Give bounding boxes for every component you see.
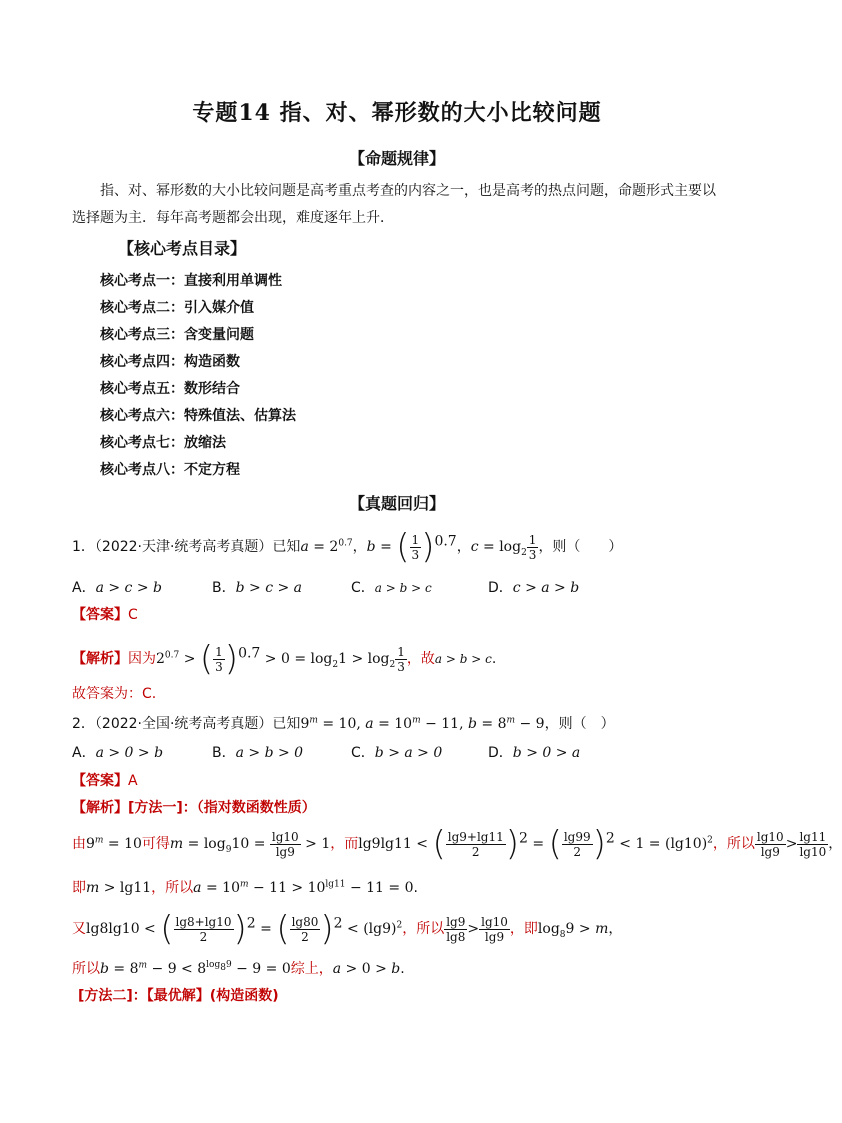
- question-1-option-d[interactable]: D．c > a > b: [488, 580, 580, 596]
- question-2-stem: 2．（2022·全国·统考高考真题）已知$9^m = 10$, $a = 10^m - 11$, $b = 8^m - 9$，则（ ）: [72, 715, 615, 732]
- rule-heading: 【命题规律】: [348, 149, 445, 168]
- toc-item-2: 核心考点二：引入媒介值: [100, 300, 254, 316]
- toc-item-3: 核心考点三：含变量问题: [100, 327, 254, 343]
- question-1-answer: 【答案】C: [72, 607, 138, 623]
- toc-item-7: 核心考点七：放缩法: [100, 435, 226, 451]
- question-1-option-c[interactable]: C．a > b > c: [351, 580, 432, 596]
- toc-item-8: 核心考点八：不定方程: [100, 462, 240, 478]
- question-2-option-d[interactable]: D．b > 0 > a: [488, 745, 581, 761]
- toc-item-1: 核心考点一：直接利用单调性: [100, 273, 282, 289]
- question-2-line-4: 所以$b = 8^m - 9 < 8^{log_89} - 9 = 0$综上，a > 0 > b.: [72, 960, 405, 977]
- question-1-option-b[interactable]: B．b > c > a: [212, 580, 303, 596]
- question-2-method-2: [方法二]：【最优解】(构造函数): [78, 988, 279, 1004]
- question-2-answer: 【答案】A: [72, 773, 138, 789]
- toc-item-6: 核心考点六：特殊值法、估算法: [100, 408, 296, 424]
- question-1-option-a[interactable]: A．a > c > b: [72, 580, 162, 596]
- question-2-line-3: 又lg8lg10 < ( $\frac{\lg 8+\lg 10}{2}$ )$^2$ = ( $\frac{\lg 80}{2}$ )$^2 < (\lg 9)^2$，所以 $\frac{\lg 9}{\lg 8}$ > $\frac{\lg 10}{\lg 9}$ ，即$\log_89 > m$，: [72, 909, 623, 949]
- real-exam-heading: 【真题回归】: [348, 494, 445, 513]
- question-2-line-1: 由$9^m = 10$可得$m = \log_910$ = $\frac{\lg 10}{\lg 9}$ > 1，而lg9lg11 < ( $\frac{\lg 9+\lg 11}{2}$ )$^2$ = ( $\frac{\lg 99}{2}$ )$^2 < 1 = (\lg 10)^2$，所以 $\frac{\lg 10}{\lg 9}$ > $\frac{\lg 11}{\lg 10}$ ，: [72, 824, 842, 864]
- toc-item-4: 核心考点四：构造函数: [100, 354, 240, 370]
- question-2-option-c[interactable]: C．b > a > 0: [351, 745, 443, 761]
- question-2-method-1: 【解析】[方法一]：（指对数函数性质）: [72, 800, 316, 816]
- toc-item-5: 核心考点五：数形结合: [100, 381, 240, 397]
- question-1-conclusion: 故答案为：C.: [72, 686, 157, 702]
- intro-paragraph: 指、对、幂形数的大小比较问题是高考重点考查的内容之一，也是高考的热点问题，命题形式主要以选择题为主．每年高考题都会出现，难度逐年上升．: [72, 183, 716, 226]
- question-1-analysis: 【解析】因为$2^{0.7}$ > ( $\frac{1}{3}$ )$^{0.7} > 0 = \log_21 > \log_2$ $\frac{1}{3}$ ，故a > b > c.: [72, 639, 497, 679]
- question-2-option-a[interactable]: A．a > 0 > b: [72, 745, 164, 761]
- toc-heading: 【核心考点目录】: [118, 239, 247, 258]
- question-2-option-b[interactable]: B．a > b > 0: [212, 745, 304, 761]
- page-title: 专题14 指、对、幂形数的大小比较问题: [192, 100, 602, 126]
- question-2-line-2: 即m > lg11，所以$a = 10^m - 11 > 10^{lg11} - 11 = 0$.: [72, 879, 418, 896]
- question-1-stem: 1．（2022·天津·统考高考真题）已知$a = 2^{0.7}$，b = ( $\frac{1}{3}$ )$^{0.7}$，$c = \log_2$ $\frac{1}{3}$ ，则（ ）: [72, 527, 623, 567]
